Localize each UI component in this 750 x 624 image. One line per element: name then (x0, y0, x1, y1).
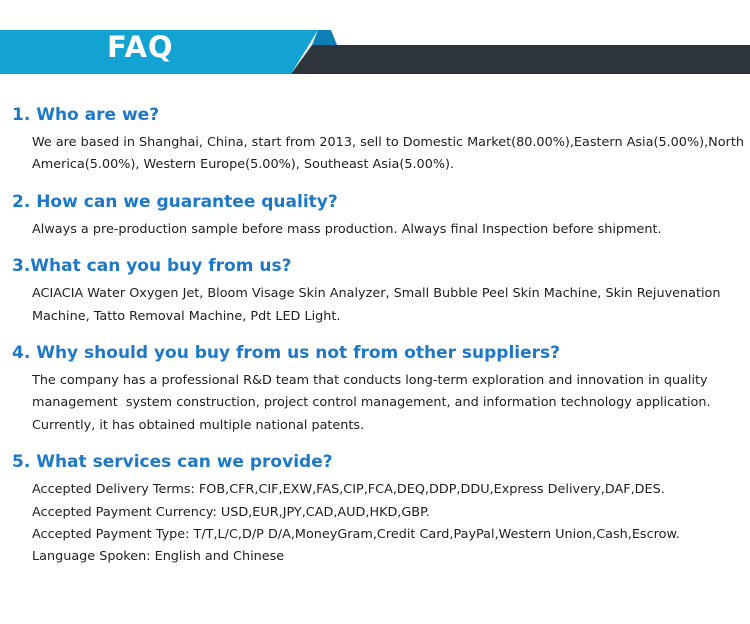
faq-question: 5. What services can we provide? (12, 452, 333, 473)
faq-item (0, 191, 750, 241)
faq-answer-line: We are based in Shanghai, China, start from 2013, sell to Domestic Market(80.00%),Eastern Asia(5.00%),North (32, 135, 744, 150)
faq-item (0, 342, 750, 437)
faq-banner (0, 0, 750, 80)
faq-answer (32, 132, 744, 177)
faq-answer-line: ACIACIA Water Oxygen Jet, Bloom Visage Skin Analyzer, Small Bubble Peel Skin Machine, Skin Rejuvenation (32, 286, 721, 302)
faq-question: 2. How can we guarantee quality? (12, 191, 338, 212)
faq-answer-line: Accepted Delivery Terms: FOB,CFR,CIF,EXW,FAS,CIP,FCA,DEQ,DDP,DDU,Express Delivery,DAF,DES. (32, 482, 665, 498)
faq-answer-line: America(5.00%), Western Europe(5.00%), Southeast Asia(5.00%). (32, 157, 455, 173)
faq-question: 1. Who are we? (12, 105, 160, 125)
faq-answer-line: Language Spoken: English and Chinese (32, 549, 285, 565)
faq-answer-line: Currently, it has obtained multiple national patents. (32, 417, 365, 433)
faq-answer (32, 283, 732, 328)
faq-item (0, 255, 750, 328)
faq-answer-line: The company has a professional R&D team that conducts long-term exploration and innovation in quality (32, 373, 708, 389)
page-title: FAQ (107, 30, 174, 64)
faq-answer-line: Always a pre-production sample before mass production. Always final Inspection before shipment. (32, 221, 662, 237)
banner-dark-band (291, 45, 750, 74)
faq-question: 3.What can you buy from us? (12, 256, 292, 277)
faq-item (0, 451, 750, 569)
faq-list (0, 104, 750, 583)
faq-question: 4. Why should you buy from us not from other suppliers? (12, 343, 561, 364)
faq-item (0, 104, 750, 177)
faq-answer (32, 219, 732, 241)
faq-answer-line: Machine, Tatto Removal Machine, Pdt LED Light. (32, 308, 341, 324)
faq-answer (32, 370, 732, 437)
faq-answer (32, 479, 732, 569)
faq-answer-line: Accepted Payment Currency: USD,EUR,JPY,CAD,AUD,HKD,GBP. (32, 504, 430, 520)
faq-answer-line: management system construction, project control management, and information technology application. (32, 395, 711, 411)
faq-answer-line: Accepted Payment Type: T/T,L/C,D/P D/A,MoneyGram,Credit Card,PayPal,Western Union,Cash,Escrow. (32, 527, 680, 543)
